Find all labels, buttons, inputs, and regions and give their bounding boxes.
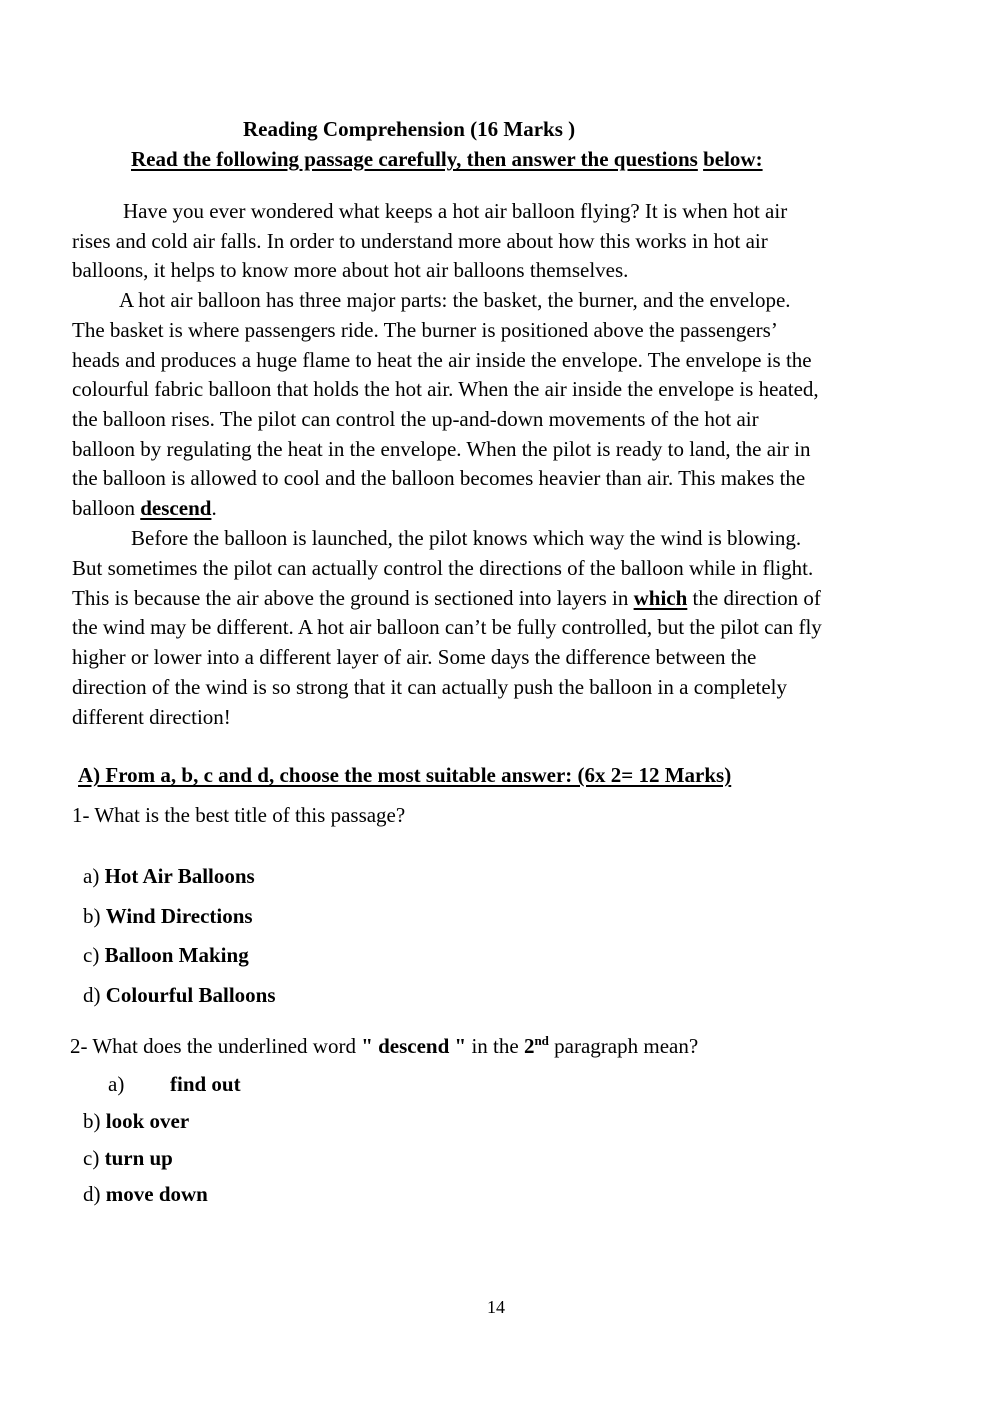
paragraph-number: 2 xyxy=(523,1034,535,1058)
question-text: paragraph mean? xyxy=(548,1034,699,1058)
option-text: find out xyxy=(170,1072,241,1096)
option-letter: c) xyxy=(83,1146,100,1170)
passage-line xyxy=(72,586,821,611)
option-letter: a) xyxy=(108,1072,125,1096)
passage-line: the wind may be different. A hot air balloon can’t be fully controlled, but the pilot can fly xyxy=(72,615,822,639)
passage-text: balloon xyxy=(72,496,141,520)
option-letter: c) xyxy=(83,943,100,967)
passage-line: But sometimes the pilot can actually control the directions of the balloon while in flight. xyxy=(72,556,814,580)
passage-text: the direction of xyxy=(687,586,821,610)
question-word: " descend " xyxy=(361,1034,467,1058)
q2-option-a xyxy=(108,1072,241,1097)
q2-option-c xyxy=(83,1146,173,1171)
passage-line: balloon by regulating the heat in the envelope. When the pilot is ready to land, the air in xyxy=(72,437,811,461)
passage-line: heads and produces a huge flame to heat the air inside the envelope. The envelope is the xyxy=(72,348,812,372)
question-text: in the xyxy=(466,1034,524,1058)
option-letter: b) xyxy=(83,904,101,928)
passage-line: higher or lower into a different layer of air. Some days the difference between the xyxy=(72,645,757,669)
keyword-descend: descend xyxy=(140,496,212,520)
passage-line: the balloon rises. The pilot can control the up-and-down movements of the hot air xyxy=(72,407,759,431)
question-2 xyxy=(70,1034,698,1059)
section-a-heading: A) From a, b, c and d, choose the most suitable answer: (6x 2= 12 Marks) xyxy=(78,763,732,787)
option-letter: d) xyxy=(83,1182,101,1206)
page-number: 14 xyxy=(487,1297,505,1317)
keyword-which: which xyxy=(633,586,688,610)
option-text: look over xyxy=(105,1109,190,1133)
question-1: 1- What is the best title of this passage? xyxy=(72,803,406,827)
option-text: Hot Air Balloons xyxy=(104,864,255,888)
instruction-text: Read the following passage carefully, then answer the questions xyxy=(131,147,698,171)
option-letter: a) xyxy=(83,864,100,888)
passage-text: . xyxy=(211,496,217,520)
passage-line: A hot air balloon has three major parts: the basket, the burner, and the envelope. xyxy=(119,288,791,312)
option-letter: b) xyxy=(83,1109,101,1133)
q1-option-d xyxy=(83,983,276,1008)
passage-text: This is because the air above the ground is sectioned into layers in xyxy=(72,586,634,610)
option-text: move down xyxy=(105,1182,208,1206)
passage-line: balloons, it helps to know more about hot air balloons themselves. xyxy=(72,258,629,282)
passage-line: the balloon is allowed to cool and the balloon becomes heavier than air. This makes the xyxy=(72,466,806,490)
passage-line: Before the balloon is launched, the pilot knows which way the wind is blowing. xyxy=(131,526,802,550)
q2-option-d xyxy=(83,1182,208,1207)
instruction xyxy=(131,147,763,172)
passage-line: Have you ever wondered what keeps a hot air balloon flying? It is when hot air xyxy=(123,199,788,223)
instruction-end: below: xyxy=(703,147,763,171)
option-letter: d) xyxy=(83,983,101,1007)
q1-option-a xyxy=(83,864,255,889)
passage-line: direction of the wind is so strong that it can actually push the balloon in a completely xyxy=(72,675,788,699)
q1-option-b xyxy=(83,904,253,929)
passage-line: The basket is where passengers ride. The burner is positioned above the passengers’ xyxy=(72,318,778,342)
passage-line: colourful fabric balloon that holds the hot air. When the air inside the envelope is heated, xyxy=(72,377,819,401)
passage-line xyxy=(72,496,217,521)
section-title: Reading Comprehension (16 Marks ) xyxy=(243,117,576,141)
passage-line: rises and cold air falls. In order to understand more about how this works in hot air xyxy=(72,229,768,253)
option-text: Balloon Making xyxy=(104,943,249,967)
option-text: turn up xyxy=(104,1146,173,1170)
ordinal-suffix: nd xyxy=(534,1033,549,1048)
option-text: Wind Directions xyxy=(105,904,253,928)
q2-option-b xyxy=(83,1109,189,1134)
question-text: 2- What does the underlined word xyxy=(70,1034,362,1058)
option-text: Colourful Balloons xyxy=(105,983,276,1007)
passage-line: different direction! xyxy=(72,705,231,729)
q1-option-c xyxy=(83,943,249,968)
